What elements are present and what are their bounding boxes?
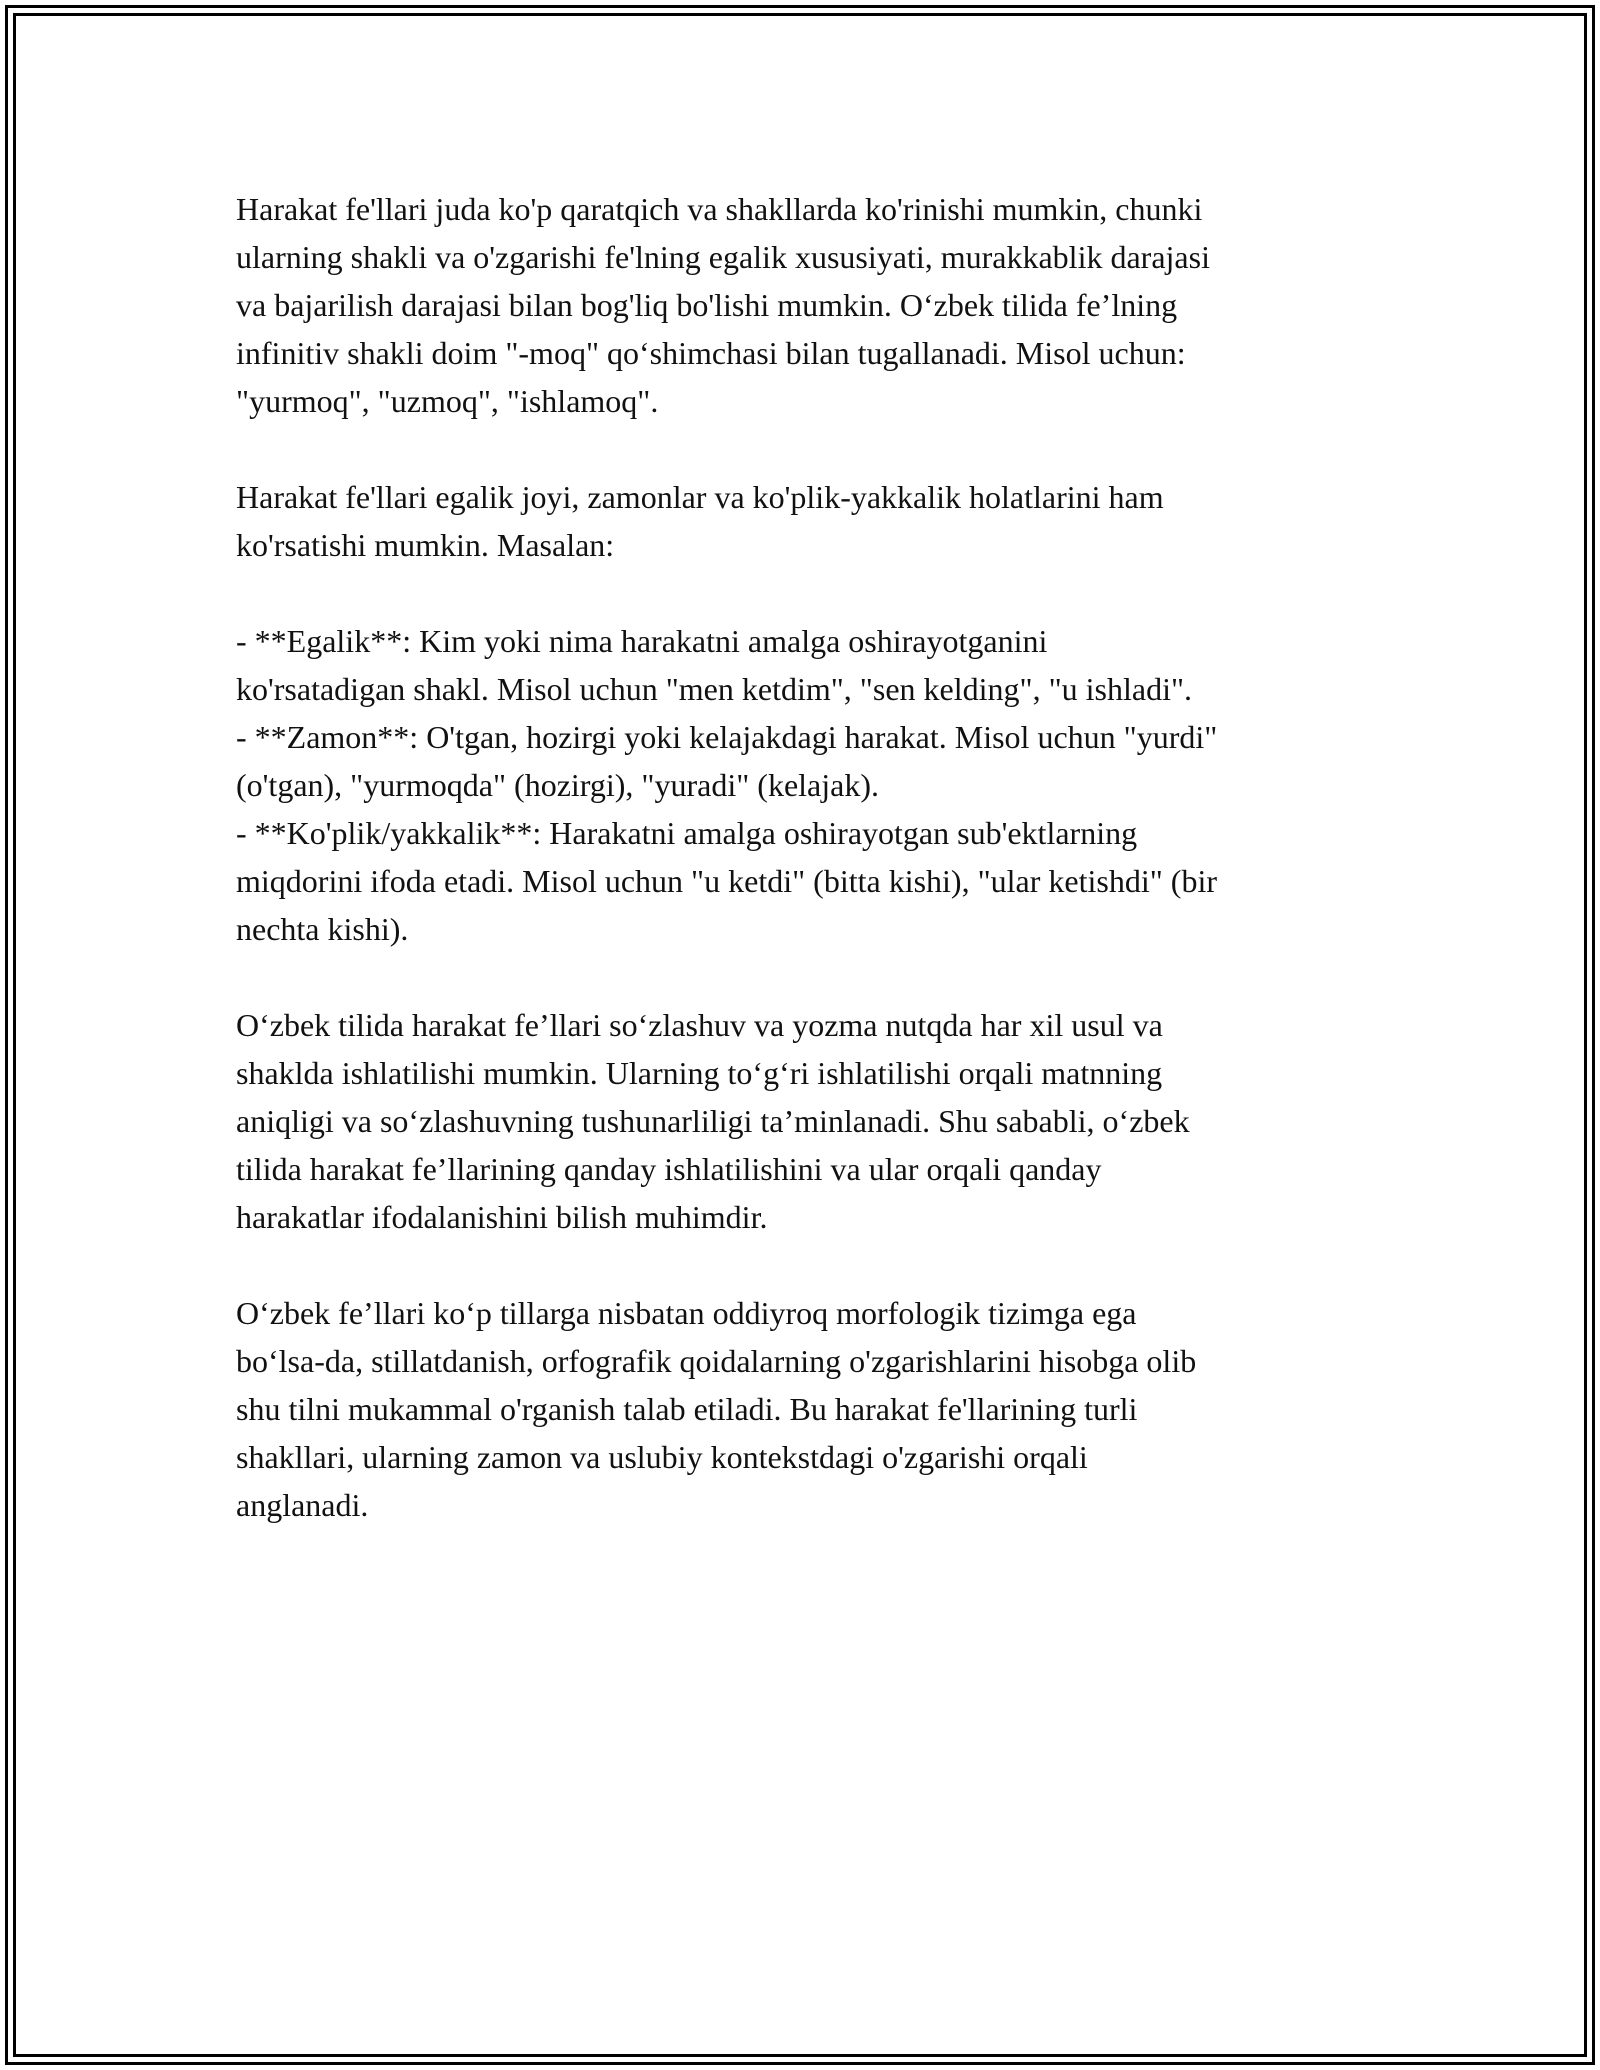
text-line: shu tilni mukammal o'rganish talab etiladi. Bu harakat fe'llarining turli xyxy=(236,1391,1138,1427)
text-line: bo‘lsa-da, stillatdanish, orfografik qoidalarning o'zgarishlarini hisobga olib xyxy=(236,1343,1197,1379)
text-line: - **Zamon**: O'tgan, hozirgi yoki kelajakdagi harakat. Misol uchun "yurdi" xyxy=(236,719,1218,755)
paragraph-categories-intro xyxy=(236,473,1376,569)
text-line: Harakat fe'llari juda ko'p qaratqich va shakllarda ko'rinishi mumkin, chunki xyxy=(236,191,1203,227)
text-line: va bajarilish darajasi bilan bog'liq bo'lishi mumkin. O‘zbek tilida fe’lning xyxy=(236,287,1178,323)
text-line: tilida harakat fe’llarining qanday ishlatilishini va ular orqali qanday xyxy=(236,1151,1102,1187)
text-line: aniqligi va so‘zlashuvning tushunarliligi ta’minlanadi. Shu sababli, o‘zbek xyxy=(236,1103,1190,1139)
text-line: Harakat fe'llari egalik joyi, zamonlar va ko'plik-yakkalik holatlarini ham xyxy=(236,479,1164,515)
text-line: - **Egalik**: Kim yoki nima harakatni amalga oshirayotganini xyxy=(236,623,1048,659)
text-line: harakatlar ifodalanishini bilish muhimdir. xyxy=(236,1199,768,1235)
paragraph-category-list xyxy=(236,617,1376,953)
text-line: ko'rsatishi mumkin. Masalan: xyxy=(236,527,615,563)
paragraph-morphology xyxy=(236,1289,1376,1529)
text-line: O‘zbek fe’llari ko‘p tillarga nisbatan oddiyroq morfologik tizimga ega xyxy=(236,1295,1137,1331)
text-line: ularning shakli va o'zgarishi fe'lning egalik xususiyati, murakkablik darajasi xyxy=(236,239,1210,275)
text-line: shakllari, ularning zamon va uslubiy kontekstdagi o'zgarishi orqali xyxy=(236,1439,1088,1475)
text-line: O‘zbek tilida harakat fe’llari so‘zlashuv va yozma nutqda har xil usul va xyxy=(236,1007,1163,1043)
text-line: - **Ko'plik/yakkalik**: Harakatni amalga oshirayotgan sub'ektlarning xyxy=(236,815,1138,851)
paragraph-usage xyxy=(236,1001,1376,1241)
paragraph-infinitive xyxy=(236,185,1376,425)
text-line: (o'tgan), "yurmoqda" (hozirgi), "yuradi" (kelajak). xyxy=(236,767,879,803)
text-line: infinitiv shakli doim "-moq" qo‘shimchasi bilan tugallanadi. Misol uchun: xyxy=(236,335,1186,371)
document-body xyxy=(236,185,1376,1577)
text-line: ko'rsatadigan shakl. Misol uchun "men ketdim", "sen kelding", "u ishladi". xyxy=(236,671,1193,707)
text-line: nechta kishi). xyxy=(236,911,409,947)
text-line: anglanadi. xyxy=(236,1487,369,1523)
text-line: miqdorini ifoda etadi. Misol uchun "u ketdi" (bitta kishi), "ular ketishdi" (bir xyxy=(236,863,1217,899)
text-line: shaklda ishlatilishi mumkin. Ularning to‘g‘ri ishlatilishi orqali matnning xyxy=(236,1055,1163,1091)
text-line: "yurmoq", "uzmoq", "ishlamoq". xyxy=(236,383,659,419)
